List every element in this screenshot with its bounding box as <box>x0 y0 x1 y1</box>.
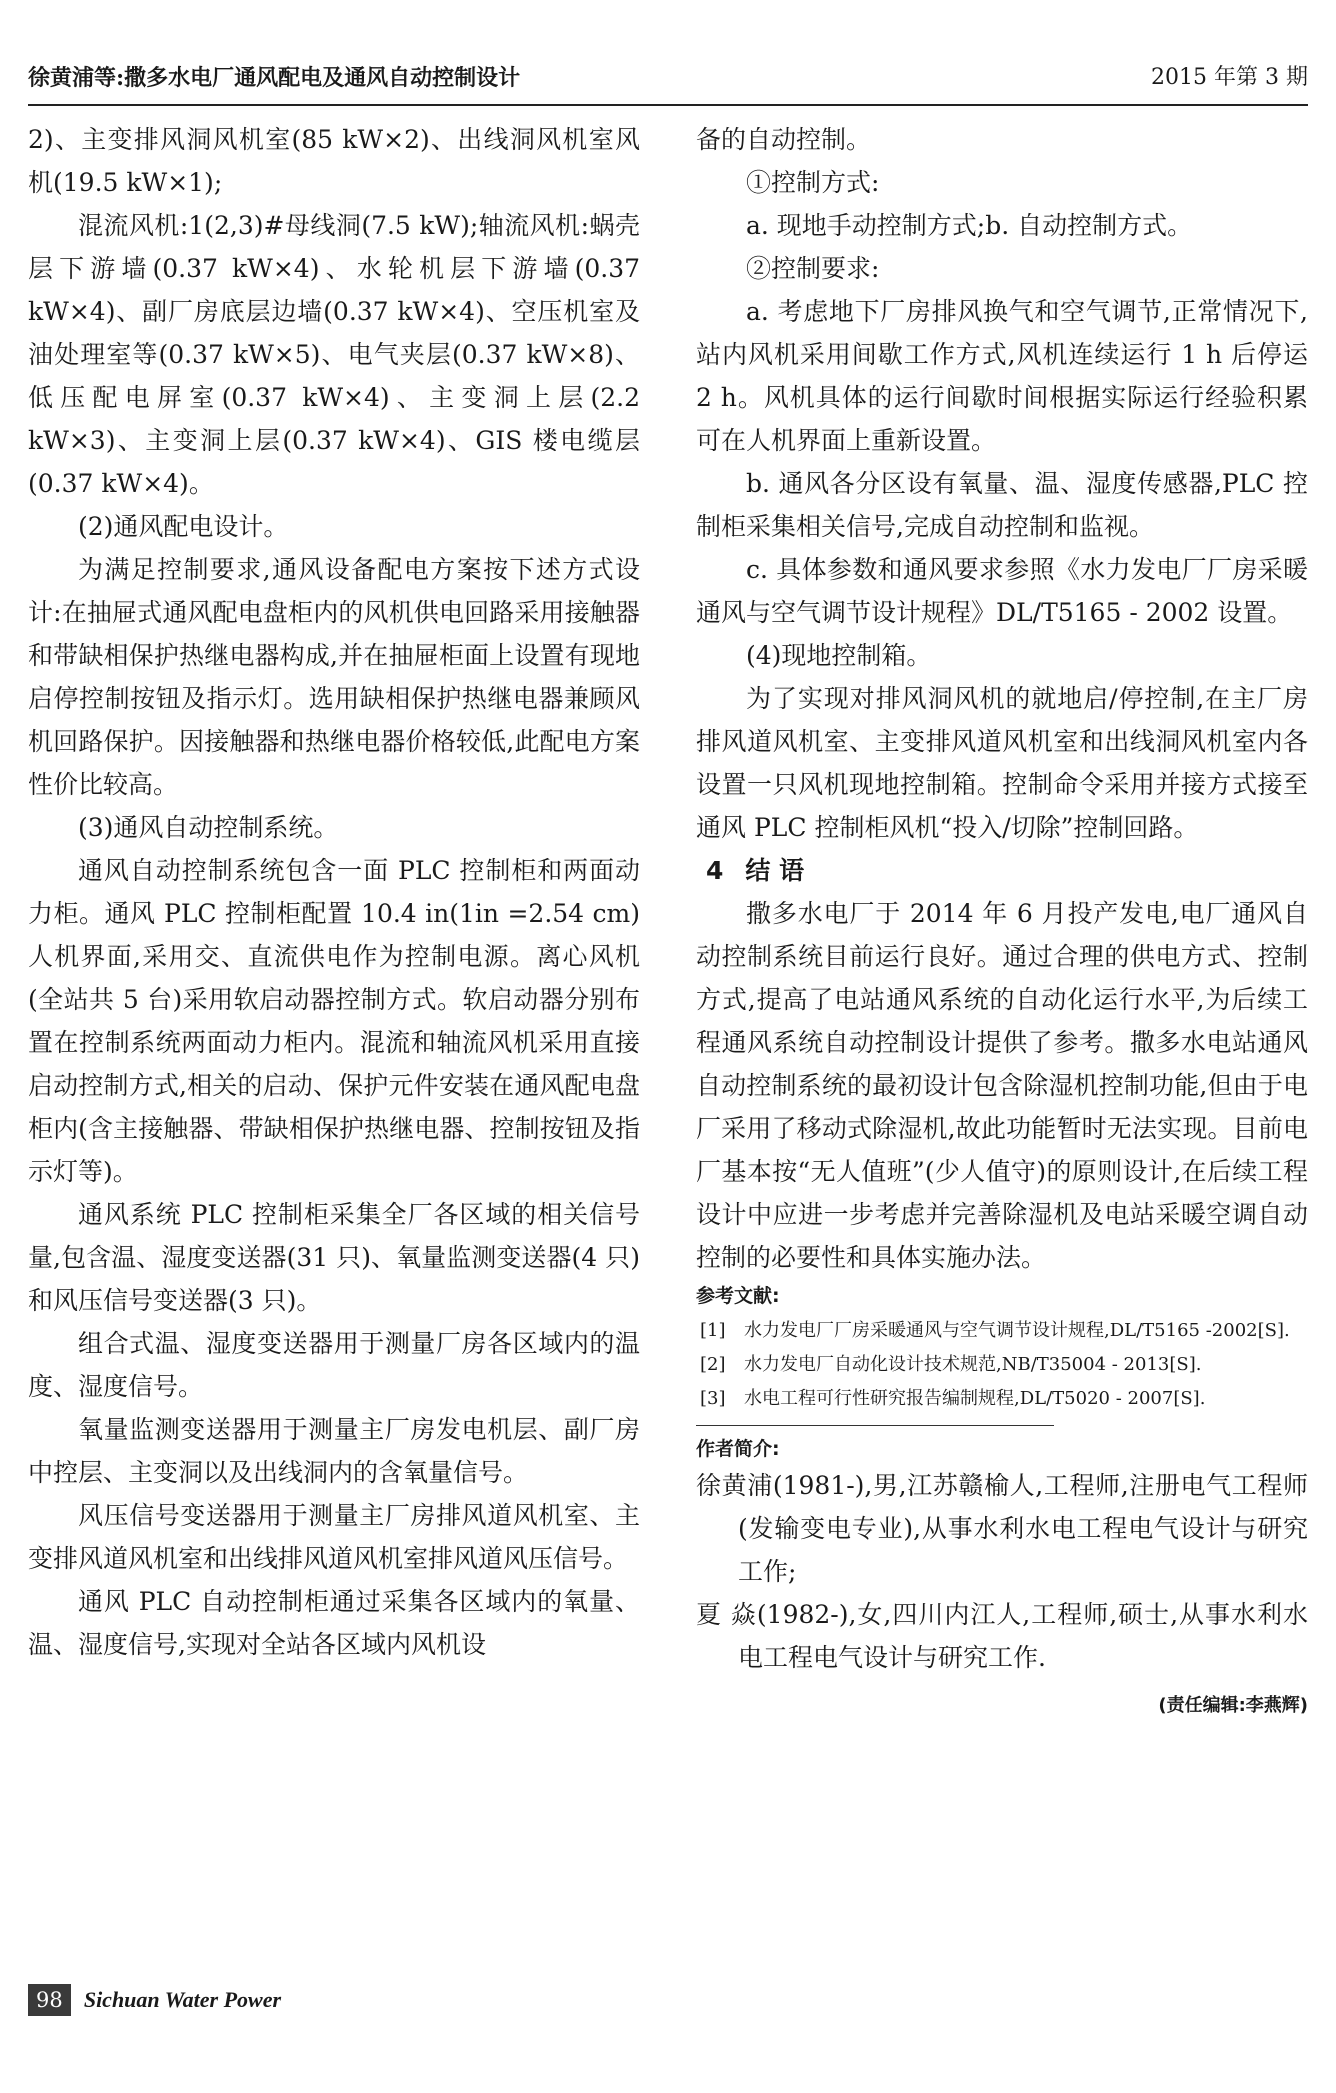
page-number: 98 <box>28 1984 71 2016</box>
paragraph: 混流风机:1(2,3)#母线洞(7.5 kW);轴流风机:蜗壳层下游墙(0.37 kW×4)、水轮机层下游墙(0.37 kW×4)、副厂房底层边墙(0.37 kW×4)、空压机室及油处理室等(0.37 kW×5)、电气夹层(0.37 kW×8)、低压配电屏室(0.37 kW×4)、主变洞上层(2.2 kW×3)、主变洞上层(0.37 kW×4)、GIS 楼电缆层(0.37 kW×4)。 <box>28 211 640 498</box>
reference-text: 水力发电厂厂房采暖通风与空气调节设计规程,DL/T5165 -2002[S]. <box>744 1320 1290 1341</box>
section-title: 结 语 <box>745 856 805 885</box>
paragraph: 为了实现对排风洞风机的就地启/停控制,在主厂房排风道风机室、主变排风道风机室和出线洞风机室内各设置一只风机现地控制箱。控制命令采用并接方式接至通风 PLC 控制柜风机“投入/切除”控制回路。 <box>696 684 1308 842</box>
references-rule <box>696 1425 1054 1426</box>
paragraph: c. 具体参数和通风要求参照《水力发电厂厂房采暖通风与空气调节设计规程》DL/T5165 - 2002 设置。 <box>696 555 1308 627</box>
reference-item <box>696 1315 1308 1347</box>
header-rule <box>28 104 1308 106</box>
paragraph: 通风系统 PLC 控制柜采集全厂各区域的相关信号量,包含温、湿度变送器(31 只)、氧量监测变送器(4 只)和风压信号变送器(3 只)。 <box>28 1200 640 1315</box>
paragraph: 2)、主变排风洞风机室(85 kW×2)、出线洞风机室风机(19.5 kW×1); <box>28 125 640 197</box>
paragraph: b. 通风各分区设有氧量、温、湿度传感器,PLC 控制柜采集相关信号,完成自动控制和监视。 <box>696 469 1308 541</box>
references-list <box>696 1315 1308 1415</box>
list-heading: ①控制方式: <box>746 168 880 197</box>
section-number: 4 <box>706 856 724 885</box>
editor-credit: (责任编辑:李燕辉) <box>1158 1695 1308 1716</box>
references-title: 参考文献: <box>696 1285 780 1307</box>
journal-name: Sichuan Water Power <box>83 1987 282 2012</box>
paragraph: 组合式温、湿度变送器用于测量厂房各区域内的温度、湿度信号。 <box>28 1329 640 1401</box>
right-column <box>696 118 1308 1721</box>
reference-item <box>696 1349 1308 1381</box>
left-column <box>28 118 640 1666</box>
paragraph: a. 考虑地下厂房排风换气和空气调节,正常情况下,站内风机采用间歇工作方式,风机连续运行 1 h 后停运 2 h。风机具体的运行间歇时间根据实际运行经验积累可在人机界面上重新设置。 <box>696 297 1308 455</box>
reference-item <box>696 1383 1308 1415</box>
paragraph: 为满足控制要求,通风设备配电方案按下述方式设计:在抽屉式通风配电盘柜内的风机供电回路采用接触器和带缺相保护热继电器构成,并在抽屉柜面上设置有现地启停控制按钮及指示灯。选用缺相保护热继电器兼顾风机回路保护。因接触器和热继电器价格较低,此配电方案性价比较高。 <box>28 555 640 799</box>
paragraph: 通风 PLC 自动控制柜通过采集各区域内的氧量、温、湿度信号,实现对全站各区域内风机设 <box>28 1587 640 1659</box>
page-footer <box>28 1984 281 2020</box>
running-header <box>28 58 1308 98</box>
subsection-heading: (3)通风自动控制系统。 <box>78 813 339 842</box>
paragraph: 风压信号变送器用于测量主厂房排风道风机室、主变排风道风机室和出线排风道风机室排风道风压信号。 <box>28 1501 640 1573</box>
list-heading: ②控制要求: <box>746 254 880 283</box>
paragraph: 撒多水电厂于 2014 年 6 月投产发电,电厂通风自动控制系统目前运行良好。通过合理的供电方式、控制方式,提高了电站通风系统的自动化运行水平,为后续工程通风系统自动控制设计提供了参考。撒多水电站通风自动控制系统的最初设计包含除湿机控制功能,但由于电厂采用了移动式除湿机,故此功能暂时无法实现。目前电厂基本按“无人值班”(少人值守)的原则设计,在后续工程设计中应进一步考虑并完善除湿机及电站采暖空调自动控制的必要性和具体实施办法。 <box>696 899 1308 1272</box>
author-bio-title: 作者简介: <box>696 1438 780 1460</box>
running-title: 徐黄浦等:撒多水电厂通风配电及通风自动控制设计 <box>28 65 521 91</box>
issue-label: 2015 年第 3 期 <box>1151 65 1308 90</box>
paragraph: 氧量监测变送器用于测量主厂房发电机层、副厂房中控层、主变洞以及出线洞内的含氧量信号。 <box>28 1415 640 1487</box>
subsection-heading: (2)通风配电设计。 <box>78 512 289 541</box>
reference-number: [3] <box>700 1388 726 1409</box>
reference-text: 水力发电厂自动化设计技术规范,NB/T35004 - 2013[S]. <box>744 1354 1202 1375</box>
reference-number: [2] <box>700 1354 726 1375</box>
paragraph: 备的自动控制。 <box>696 125 872 154</box>
reference-number: [1] <box>700 1320 726 1341</box>
author-bio: 徐黄浦(1981-),男,江苏赣榆人,工程师,注册电气工程师(发输变电专业),从事水利水电工程电气设计与研究工作; <box>696 1471 1308 1586</box>
subsection-heading: (4)现地控制箱。 <box>746 641 932 670</box>
reference-text: 水电工程可行性研究报告编制规程,DL/T5020 - 2007[S]. <box>744 1388 1206 1409</box>
paragraph: 通风自动控制系统包含一面 PLC 控制柜和两面动力柜。通风 PLC 控制柜配置 10.4 in(1in =2.54 cm)人机界面,采用交、直流供电作为控制电源。离心风机(全站共 5 台)采用软启动器控制方式。软启动器分别布置在控制系统两面动力柜内。混流和轴流风机采用直接启动控制方式,相关的启动、保护元件安装在通风配电盘柜内(含主接触器、带缺相保护热继电器、控制按钮及指示灯等)。 <box>28 856 640 1186</box>
section-heading <box>696 849 1308 892</box>
paragraph: a. 现地手动控制方式;b. 自动控制方式。 <box>746 211 1193 240</box>
author-bio: 夏 焱(1982-),女,四川内江人,工程师,硕士,从事水利水电工程电气设计与研究工作. <box>696 1600 1308 1672</box>
